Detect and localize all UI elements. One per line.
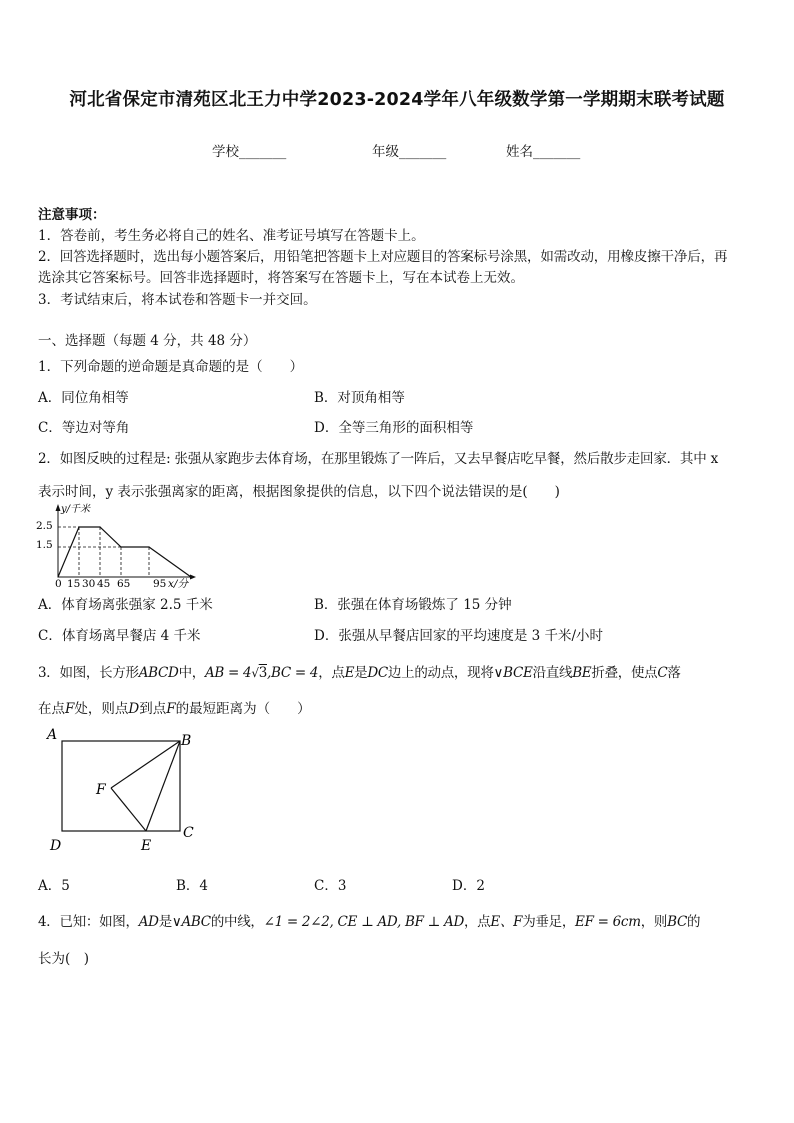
x-tick-45: 45 (97, 578, 111, 588)
y-axis-arrow (56, 504, 61, 511)
notes-heading: 注意事项： (38, 207, 106, 223)
point-c-label: C (183, 825, 194, 841)
school-blank: _______ (239, 144, 287, 160)
page-title: 河北省保定市清苑区北王力中学2023-2024学年八年级数学第一学期期末联考试题 (69, 90, 725, 110)
x-tick-65: 65 (117, 578, 131, 588)
q2-stem-line1: 2．如图反映的过程是: 张强从家跑步去体育场，在那里锻炼了一阵后，又去早餐店吃早餐，然后散步走回家．其中 x (38, 451, 719, 467)
q2-graph-line (58, 527, 191, 577)
name-blank: _______ (533, 144, 581, 160)
segment-fe (111, 788, 146, 831)
point-a-label: A (47, 727, 58, 743)
q2-option-d[interactable]: D．张强从早餐店回家的平均速度是 3 千米/小时 (314, 628, 604, 644)
x-tick-0: 0 (55, 578, 62, 588)
grade-field[interactable] (372, 140, 446, 160)
q3-stem-line2: 在点F处，则点D到点F的最短距离为（ ） (38, 701, 311, 717)
name-label: 姓名 (506, 144, 533, 160)
notes-line-3: 3．考试结束后，将本试卷和答题卡一并交回。 (38, 292, 317, 308)
q1-option-b[interactable]: B．对顶角相等 (314, 390, 405, 406)
notes-line-1: 1．答卷前，考生务必将自己的姓名、准考证号填写在答题卡上。 (38, 228, 425, 244)
q2-option-b[interactable]: B．张强在体育场锻炼了 15 分钟 (314, 597, 512, 613)
q4-stem-line2: 长为( ) (38, 951, 90, 967)
y-tick-2-5: 2.5 (36, 520, 53, 532)
y-tick-1-5: 1.5 (36, 539, 53, 551)
q1-option-a[interactable]: A．同位角相等 (38, 390, 129, 406)
q1-stem: 1．下列命题的逆命题是真命题的是（ ） (38, 359, 304, 375)
q2-option-a[interactable]: A．体育场离张强家 2.5 千米 (38, 597, 213, 613)
x-axis-label: x/分 (168, 578, 188, 588)
name-field[interactable] (506, 140, 580, 160)
point-f-label: F (96, 782, 106, 798)
q2-option-c[interactable]: C．体育场离早餐店 4 千米 (38, 628, 201, 644)
segment-bf (111, 741, 180, 788)
q3-option-a[interactable]: A．5 (38, 878, 70, 894)
y-axis-label: y/千米 (61, 504, 91, 515)
point-d-label: D (50, 838, 62, 854)
q3-option-d[interactable]: D．2 (452, 878, 485, 894)
q3-option-b[interactable]: B．4 (176, 878, 209, 894)
section-heading: 一、选择题（每题 4 分，共 48 分） (38, 333, 257, 349)
notes-line-2a: 2．回答选择题时，选出每小题答案后，用铅笔把答题卡上对应题目的答案标号涂黑，如需改动，用橡皮擦干净后，再 (38, 249, 728, 265)
graph-guides (57, 526, 191, 577)
x-tick-95: 95 (153, 578, 167, 588)
school-field[interactable] (212, 140, 286, 160)
q4-stem-line1: 4．已知：如图，AD是∨ABC的中线，∠1 = 2∠2, CE ⊥ AD, BF ⊥ AD，点E、F为垂足，EF = 6cm，则BC的 (38, 914, 701, 930)
q3-option-c[interactable]: C．3 (314, 878, 347, 894)
notes-line-2b: 选涂其它答案标号。回答非选择题时，将答案写在答题卡上，写在本试卷上无效。 (38, 270, 524, 286)
q1-option-c[interactable]: C．等边对等角 (38, 420, 130, 436)
point-b-label: B (181, 733, 192, 749)
school-label: 学校 (212, 144, 239, 160)
q1-option-d[interactable]: D．全等三角形的面积相等 (314, 420, 474, 436)
grade-blank: _______ (399, 144, 447, 160)
q3-stem-line1: 3．如图，长方形ABCD中，AB = 4√3,BC = 4，点E是DC边上的动点，现将∨BCE沿直线BE折叠，使点C落 (38, 665, 681, 681)
x-tick-15: 15 (67, 578, 81, 588)
q2-stem-line2: 表示时间，y 表示张强离家的距离，根据图象提供的信息，以下四个说法错误的是( ) (38, 484, 560, 500)
grade-label: 年级 (372, 144, 399, 160)
q3-rectangle-figure (44, 724, 204, 856)
rectangle-abcd (62, 741, 180, 831)
point-e-label: E (141, 838, 152, 854)
x-tick-30: 30 (82, 578, 96, 588)
q2-distance-time-graph (30, 500, 200, 588)
segment-be (146, 741, 180, 831)
